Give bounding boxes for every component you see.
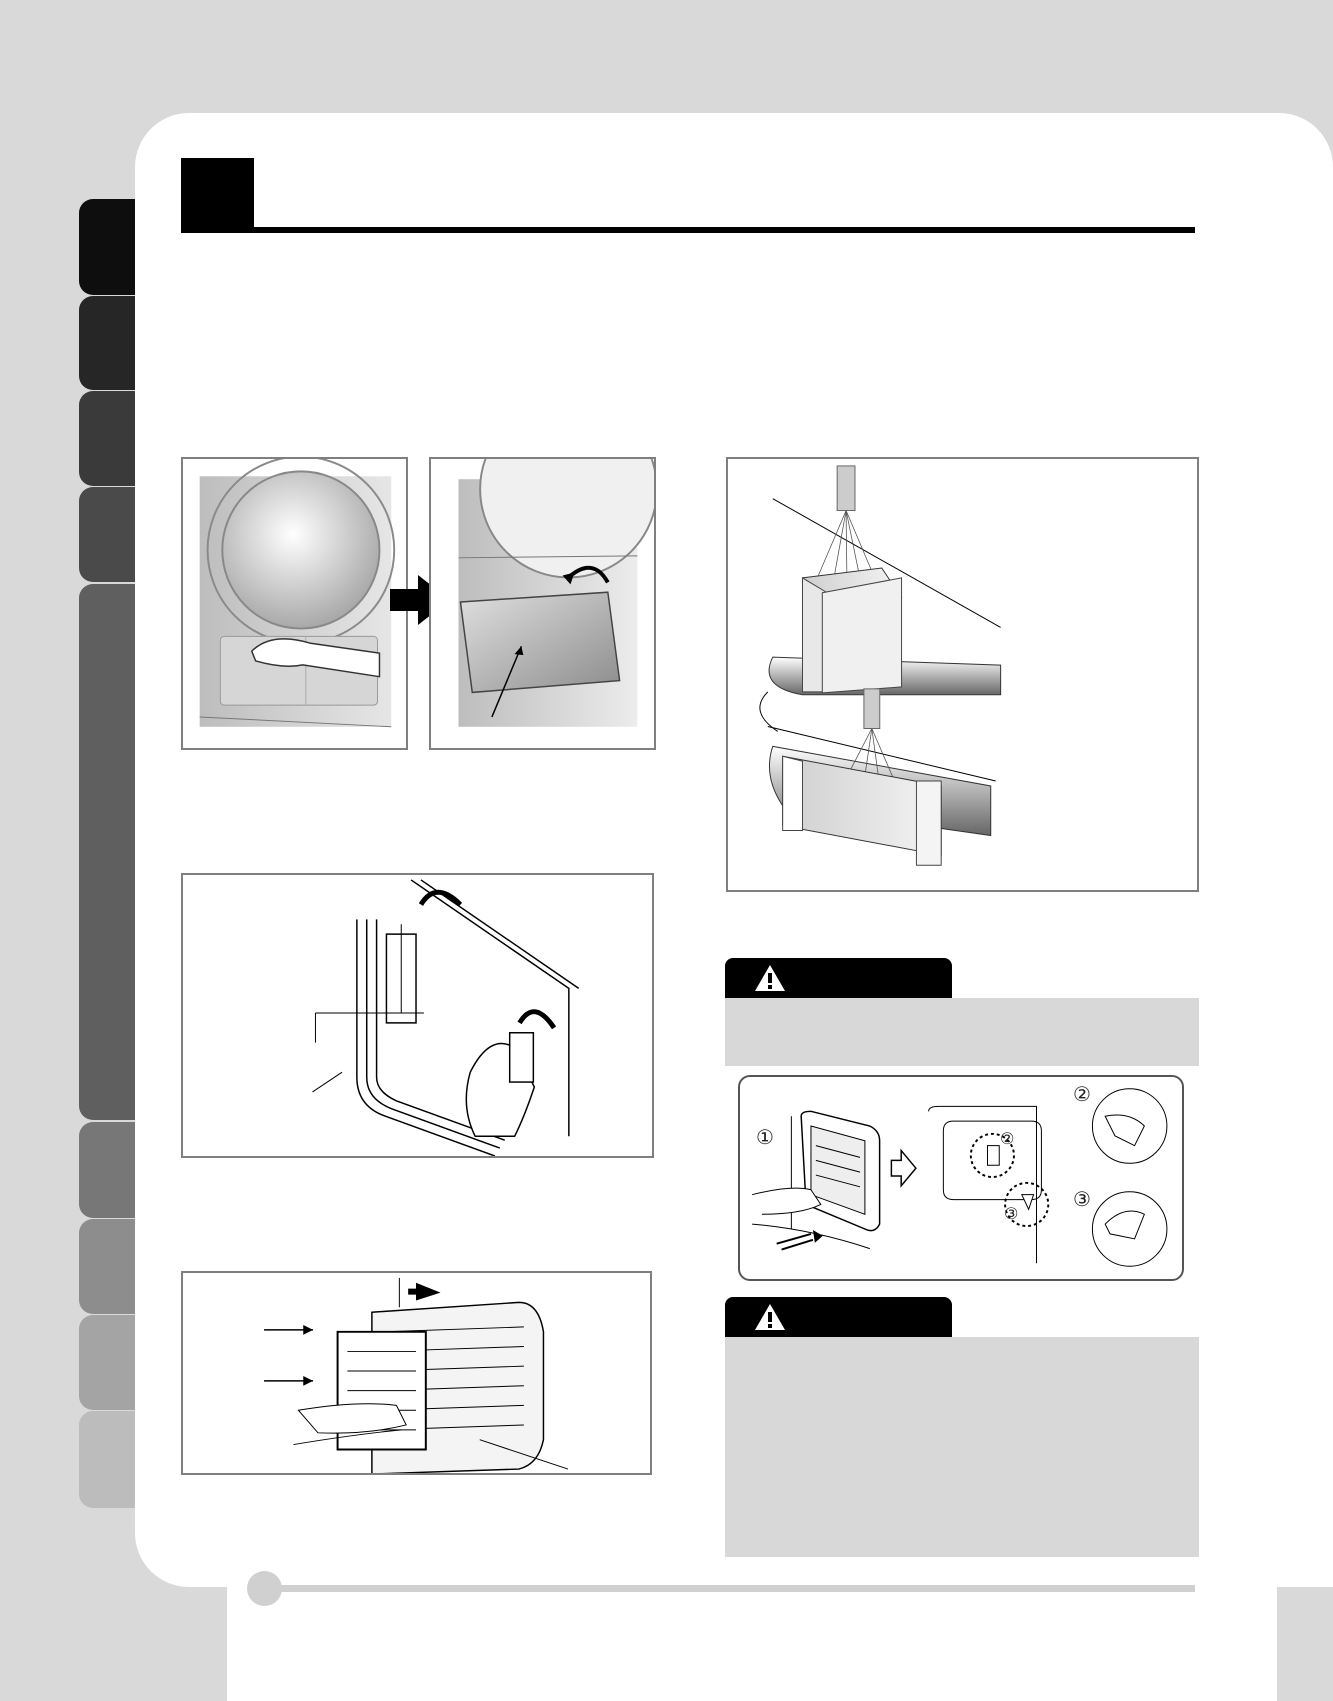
figure-pull-filter xyxy=(181,1271,652,1475)
figure-rinse-filter xyxy=(726,457,1199,892)
warning-icon xyxy=(753,1302,787,1332)
caution-header xyxy=(725,958,952,998)
title-rule xyxy=(181,227,1195,233)
page-number-circle xyxy=(247,1571,282,1606)
step-1-label: ① xyxy=(756,1125,774,1149)
section-number-block xyxy=(181,158,254,228)
callout-2-label: ② xyxy=(1000,1129,1015,1148)
figure-panel-opened xyxy=(429,457,656,750)
warning-icon xyxy=(753,963,787,993)
caution-box xyxy=(725,998,1199,1066)
footer-area xyxy=(227,1580,1277,1701)
figure-open-panel xyxy=(181,457,408,750)
step-3-label: ③ xyxy=(1073,1187,1091,1211)
caution-box xyxy=(725,1337,1199,1557)
figure-reinsert-filter xyxy=(738,1075,1184,1281)
figure-remove-filter xyxy=(181,873,654,1158)
callout-3-label: ③ xyxy=(1004,1204,1019,1223)
caution-header xyxy=(725,1297,952,1337)
step-2-label: ② xyxy=(1073,1082,1091,1106)
footer-rule xyxy=(268,1585,1195,1592)
